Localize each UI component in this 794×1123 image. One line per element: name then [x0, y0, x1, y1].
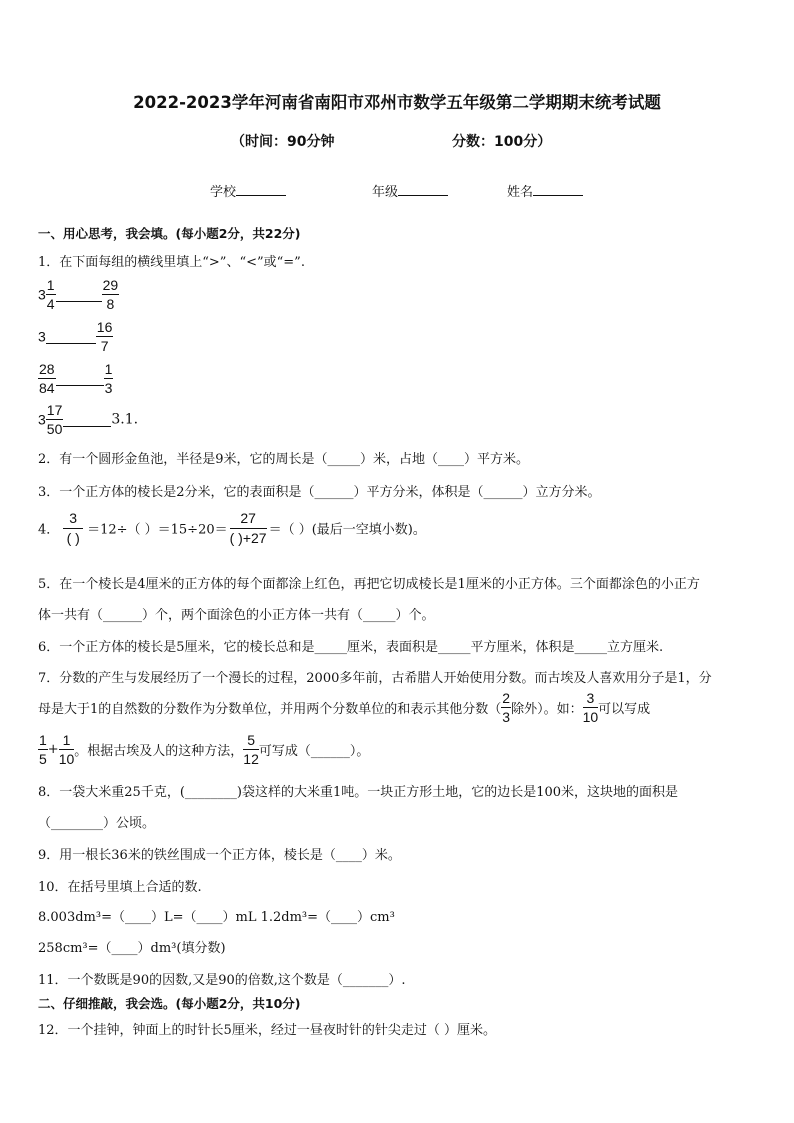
question-11: 11．一个数既是90的因数,又是90的倍数,这个数是（_______）. [38, 973, 406, 988]
q4-prefix: 4． [38, 522, 60, 538]
q7-fraction-one-tenth: $\frac{1}{10}$ [58, 732, 75, 767]
question-2: 2．有一个圆形金鱼池，半径是9米，它的周长是（_____）米，占地（____）平方米。 [38, 452, 530, 467]
question-7-line-2: 母是大于1的自然数的分数作为分数单位，并用两个分数单位的和表示其他分数（ $\frac{2}{3}$ 除外）。如： $\frac{3}{10}$ 可以写成 [38, 690, 651, 725]
q1d-answer-blank[interactable] [63, 426, 111, 427]
q4-fraction-1: $\frac{3}{( )}$ [63, 511, 83, 545]
name-label: 姓名 [507, 185, 534, 200]
q1a-whole: 3 [38, 286, 46, 303]
page-title: 2022-2023学年河南省南阳市邓州市数学五年级第二学期期末统考试题 [133, 93, 661, 112]
section-2-heading: 二、仔细推敲，我会选。(每小题2分，共10分) [38, 996, 301, 1011]
question-10-line-2: 8.003dm³=（____）L=（____）mL 1.2dm³=（____）cm³ [38, 910, 395, 925]
exam-score: 分数：100分） [452, 134, 552, 150]
q7-fraction-three-tenths: $\frac{3}{10}$ [582, 690, 599, 725]
q1b-left: 3 [38, 328, 46, 345]
school-label: 学校 [210, 185, 237, 200]
section-1-heading: 一、用心思考，我会填。(每小题2分，共22分) [38, 226, 301, 241]
q1c-answer-blank[interactable] [56, 385, 104, 386]
q4-middle: ＝12÷（ ）＝15÷20＝ [87, 522, 228, 538]
q1b-right-fraction: $\frac{16}{7}$ [96, 319, 113, 354]
q4-suffix: ＝（ ）(最后一空填小数)。 [268, 522, 426, 538]
question-8-line-1: 8．一袋大米重25千克，(________)袋这样的大米重1吨。一块正方形土地，它的边长是100米，这块地的面积是 [38, 785, 679, 800]
exam-time: （时间：90分钟 [231, 134, 335, 150]
q1-item-a [38, 278, 119, 311]
grade-label: 年级 [372, 185, 399, 200]
question-5-line-1: 5．在一个棱长是4厘米的正方体的每个面都涂上红色，再把它切成棱长是1厘米的小正方体。三个面都涂色的小正方 [38, 577, 700, 592]
q1c-left-fraction: $\frac{28}{84}$ [39, 361, 55, 396]
q1d-left-fraction: $\frac{17}{50}$ [46, 402, 63, 437]
question-4 [38, 511, 426, 545]
q7-fraction-one-fifth: $\frac{1}{5}$ [39, 732, 47, 767]
q1a-answer-blank[interactable] [56, 301, 102, 302]
question-1: 1．在下面每组的横线里填上“>”、“<”或“=”. [38, 255, 305, 270]
q1-item-d [38, 403, 138, 436]
question-12: 12．一个挂钟，钟面上的时针长5厘米，经过一昼夜时针的针尖走过（ ）厘米。 [38, 1023, 496, 1038]
question-5-line-2: 体一共有（______）个，两个面涂色的小正方体一共有（_____）个。 [38, 608, 435, 623]
q1d-right: 3.1. [111, 411, 139, 428]
question-7-line-3: $\frac{1}{5}$ + $\frac{1}{10}$ 。根据古埃及人的这种方法， $\frac{5}{12}$ 可写成（______）。 [39, 732, 370, 767]
q7-fraction-two-thirds: $\frac{2}{3}$ [502, 690, 511, 725]
question-7-line-1: 7．分数的产生与发展经历了一个漫长的过程，2000多年前，古希腊人开始使用分数。而古埃及人喜欢用分子是1，分 [38, 671, 712, 686]
name-field[interactable] [507, 181, 583, 200]
grade-blank[interactable] [398, 195, 448, 196]
question-10-line-3: 258cm³=（____）dm³(填分数) [38, 941, 226, 956]
q1a-left-fraction: $\frac{1}{4}$ [46, 277, 55, 312]
q1a-right-fraction: $\frac{29}{8}$ [102, 277, 119, 312]
question-3: 3．一个正方体的棱长是2分米，它的表面积是（______）平方分米，体积是（______）立方分米。 [38, 485, 601, 500]
q1c-right-fraction: $\frac{1}{3}$ [104, 361, 113, 396]
q1-item-c [38, 362, 113, 395]
question-8-line-2: （________）公顷。 [38, 816, 156, 831]
q4-fraction-2: $\frac{27}{( )+27}$ [229, 510, 267, 546]
question-9: 9．用一根长36米的铁丝围成一个正方体，棱长是（____）米。 [38, 848, 401, 863]
grade-field[interactable] [372, 181, 448, 200]
q1b-answer-blank[interactable] [46, 343, 96, 344]
name-blank[interactable] [533, 195, 583, 196]
school-blank[interactable] [236, 195, 286, 196]
q1-item-b [38, 320, 113, 353]
question-10-line-1: 10．在括号里填上合适的数. [38, 880, 202, 895]
question-6: 6．一个正方体的棱长是5厘米，它的棱长总和是_____厘米，表面积是_____平方厘米，体积是_____立方厘米. [38, 640, 664, 655]
school-field[interactable] [210, 181, 286, 200]
q7-fraction-five-twelfths: $\frac{5}{12}$ [243, 732, 259, 767]
q1d-whole: 3 [38, 411, 46, 428]
